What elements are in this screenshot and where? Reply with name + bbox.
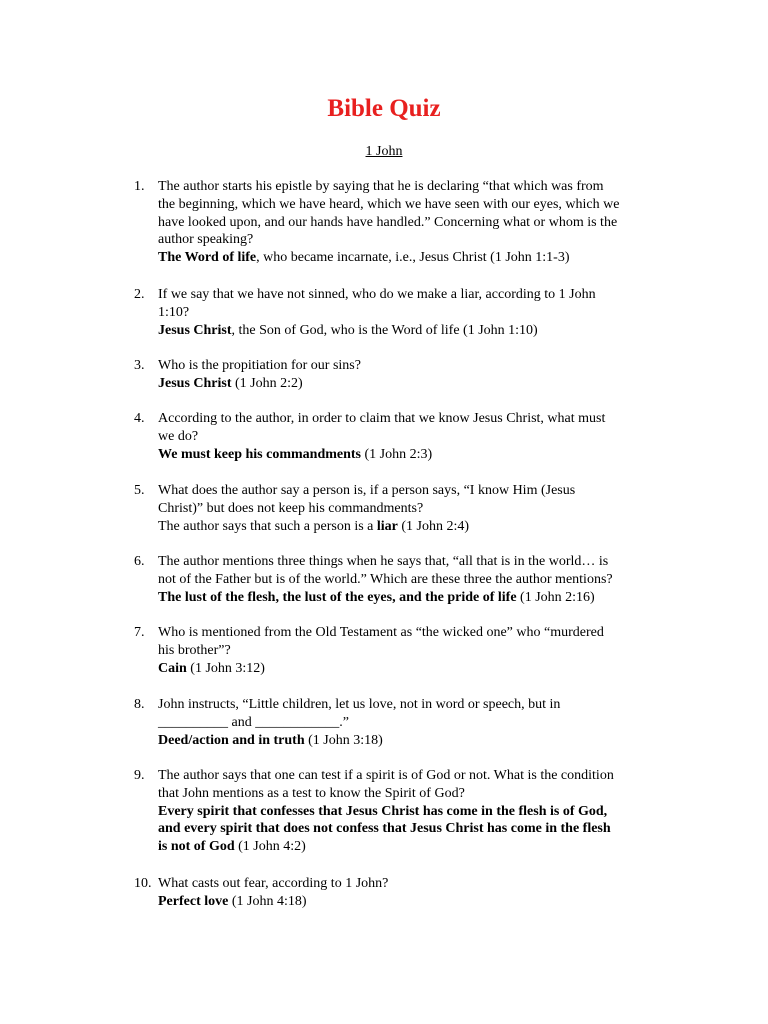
answer-reference: (1 John 2:2): [231, 375, 303, 391]
answer-text-bold: Every spirit that confesses that Jesus Christ has come in the flesh is of God,: [158, 803, 608, 819]
question-body: [158, 696, 658, 749]
answer-text-bold: The Word of life: [158, 250, 257, 266]
answer-reference: (1 John 2:4): [397, 518, 470, 534]
answer-reference: (1 John 3:18): [304, 732, 383, 748]
answer-line: [158, 893, 658, 911]
answer-text-bold: We must keep his commandments: [158, 446, 362, 462]
answer-text-bold: and every spirit that does not confess that Jesus Christ has come in the flesh: [158, 821, 611, 837]
question-body: [158, 410, 658, 463]
question-number: 2.: [134, 287, 145, 302]
question-text: According to the author, in order to claim that we know Jesus Christ, what must: [158, 411, 606, 426]
question-text: __________ and ____________.”: [158, 714, 349, 730]
answer-text-bold: liar: [376, 518, 398, 534]
answer-reference: (1 John 2:3): [361, 446, 433, 462]
answer-text-bold: Cain: [158, 660, 187, 676]
question-body: [158, 482, 658, 535]
question-text: not of the Father but is of the world.” Which are these three the author mentions?: [158, 571, 613, 587]
question-body: [158, 286, 658, 339]
answer-line: [158, 322, 658, 340]
answer-line: [158, 732, 658, 750]
answer-line: [158, 660, 658, 678]
question-number: 3.: [134, 358, 145, 373]
question-text: What does the author say a person is, if a person says, “I know Him (Jesus: [158, 483, 576, 498]
answer-line: [158, 803, 658, 821]
answer-text-bold: Jesus Christ: [158, 322, 232, 338]
question-body: [158, 624, 658, 677]
answer-line: [158, 249, 658, 267]
question-body: [158, 767, 658, 856]
question-text: John instructs, “Little children, let us love, not in word or speech, but in: [158, 697, 561, 712]
answer-text-bold: Jesus Christ: [158, 375, 232, 391]
question-text: 1:10?: [158, 304, 190, 320]
answer-reference: The author says that such a person is a: [158, 518, 377, 534]
question-body: [158, 178, 658, 267]
question-text: have looked upon, and our hands have handled.” Concerning what or whom is the: [158, 214, 618, 230]
answer-text-bold: Deed/action and in truth: [158, 732, 305, 748]
answer-line: [158, 589, 658, 607]
question-text: author speaking?: [158, 232, 254, 248]
question-text: we do?: [158, 428, 199, 444]
question-number: 10.: [134, 876, 152, 891]
page-title: Bible Quiz: [327, 95, 441, 122]
question-number: 1.: [134, 179, 145, 194]
question-text: that John mentions as a test to know the Spirit of God?: [158, 785, 465, 801]
answer-reference: (1 John 4:2): [234, 839, 306, 855]
question-text: What casts out fear, according to 1 John?: [158, 876, 389, 891]
question-text: If we say that we have not sinned, who do we make a liar, according to 1 John: [158, 287, 596, 302]
question-text: his brother”?: [158, 642, 231, 658]
question-text: Christ)” but does not keep his commandments?: [158, 500, 424, 516]
question-body: [158, 357, 658, 393]
answer-reference: , the Son of God, who is the Word of life (1 John 1:10): [231, 322, 538, 338]
answer-text-bold: Perfect love: [158, 893, 229, 909]
question-body: [158, 875, 658, 911]
answer-line: [158, 820, 658, 838]
question-text: Who is the propitiation for our sins?: [158, 358, 361, 373]
answer-line: [158, 375, 658, 393]
question-body: [158, 553, 658, 606]
answer-reference: (1 John 3:12): [186, 660, 265, 676]
question-text: the beginning, which we have heard, which we have seen with our eyes, which we: [158, 196, 620, 212]
answer-line: [158, 518, 658, 536]
question-number: 9.: [134, 768, 145, 783]
question-number: 7.: [134, 625, 145, 640]
question-number: 4.: [134, 411, 145, 426]
question-number: 5.: [134, 483, 145, 498]
answer-reference: (1 John 2:16): [516, 589, 595, 605]
answer-line: [158, 838, 658, 856]
page-subtitle: 1 John: [365, 144, 403, 159]
answer-reference: , who became incarnate, i.e., Jesus Christ (1 John 1:1-3): [256, 250, 570, 266]
question-text: The author says that one can test if a spirit is of God or not. What is the condition: [158, 768, 614, 783]
question-text: Who is mentioned from the Old Testament as “the wicked one” who “murdered: [158, 625, 604, 640]
answer-text-bold: is not of God: [158, 839, 235, 855]
answer-text-bold: The lust of the flesh, the lust of the eyes, and the pride of life: [158, 589, 517, 605]
question-text: The author mentions three things when he says that, “all that is in the world… is: [158, 554, 609, 569]
answer-line: [158, 446, 658, 464]
question-number: 8.: [134, 697, 145, 712]
question-text: The author starts his epistle by saying that he is declaring “that which was from: [158, 179, 604, 194]
answer-reference: (1 John 4:18): [228, 893, 307, 909]
question-number: 6.: [134, 554, 145, 569]
